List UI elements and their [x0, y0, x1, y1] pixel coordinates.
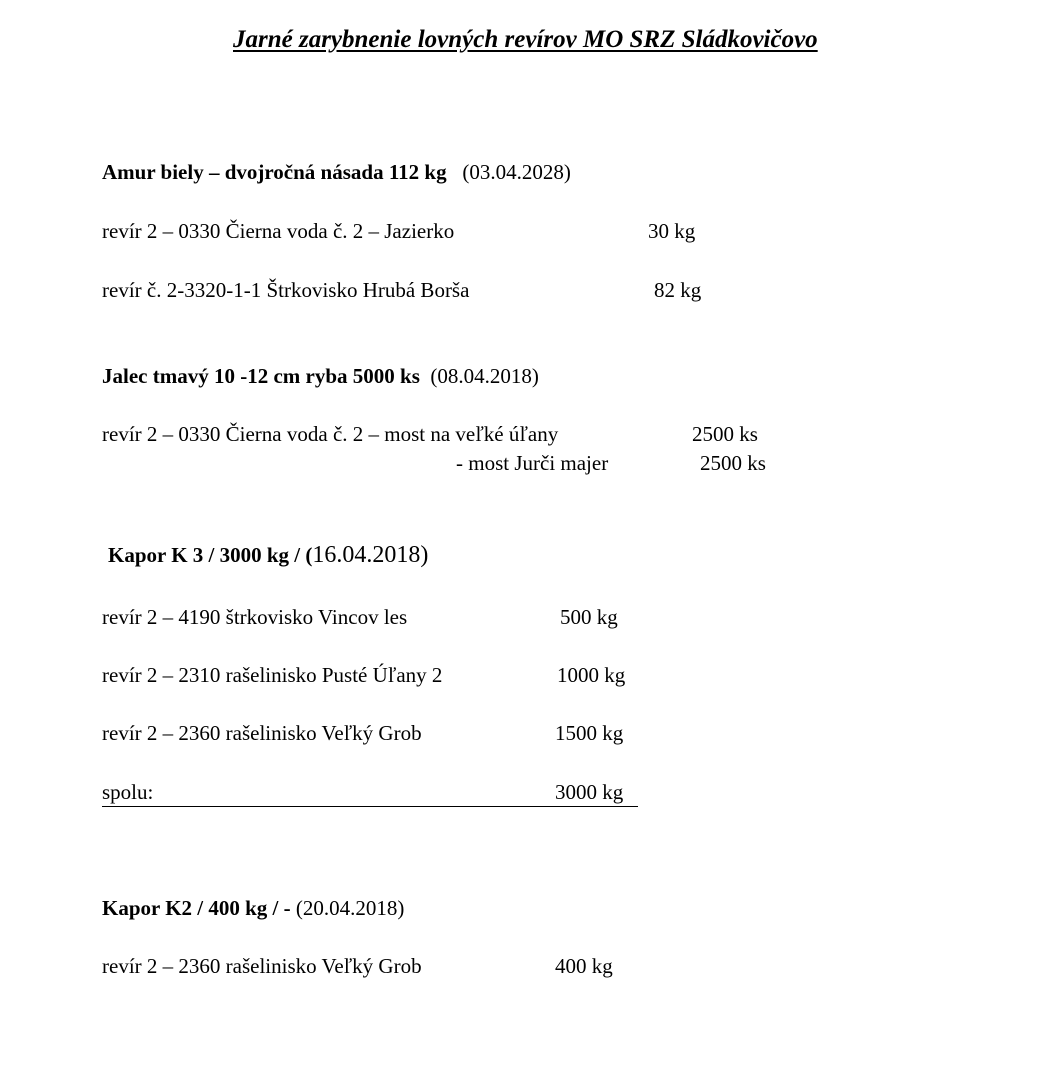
section-date: (03.04.2028)	[462, 160, 571, 184]
revir-row-amount: 400 kg	[555, 954, 613, 978]
revir-row-amount: 30 kg	[648, 219, 696, 243]
section-heading-kapor-k3	[108, 543, 428, 567]
section-heading-text: Jalec tmavý 10 -12 cm ryba 5000 ks	[102, 364, 420, 388]
revir-row-amount: 1500 kg	[555, 721, 624, 745]
revir-row-label: revír 2 – 2360 rašelinisko Veľký Grob	[102, 954, 422, 978]
section-heading-text: Kapor K 3 / 3000 kg / (	[108, 543, 313, 567]
total-label: spolu:	[102, 780, 154, 804]
section-heading-kapor-k2	[102, 898, 404, 919]
revir-row-amount: 1000 kg	[557, 663, 626, 687]
section-date: (08.04.2018)	[430, 364, 539, 388]
revir-row-label: revír č. 2-3320-1-1 Štrkovisko Hrubá Borša	[102, 278, 470, 302]
revir-row-label: revír 2 – 0330 Čierna voda č. 2 – most na veľké úľany	[102, 422, 559, 446]
section-heading-jalec	[102, 366, 539, 387]
section-heading-text: Kapor K2 / 400 kg / -	[102, 896, 291, 920]
revir-row-label: - most Jurči majer	[456, 451, 609, 475]
section-date: (20.04.2018)	[295, 896, 405, 920]
total-underline	[102, 806, 638, 807]
section-heading-amur	[102, 162, 571, 183]
section-date: 16.04.2018)	[312, 542, 429, 568]
revir-row-amount: 82 kg	[654, 278, 702, 302]
revir-row-amount: 2500 ks	[700, 451, 766, 475]
revir-row-amount: 2500 ks	[692, 422, 758, 446]
section-heading-text: Amur biely – dvojročná násada 112 kg	[102, 160, 447, 184]
revir-row-label: revír 2 – 0330 Čierna voda č. 2 – Jazierko	[102, 219, 455, 243]
total-amount: 3000 kg	[555, 780, 624, 804]
revir-row-label: revír 2 – 4190 štrkovisko Vincov les	[102, 605, 408, 629]
document-title: Jarné zarybnenie lovných revírov MO SRZ Sládkovičovo	[233, 26, 818, 53]
revir-row-label: revír 2 – 2360 rašelinisko Veľký Grob	[102, 721, 422, 745]
revir-row-amount: 500 kg	[560, 605, 618, 629]
revir-row-label: revír 2 – 2310 rašelinisko Pusté Úľany 2	[102, 663, 443, 687]
